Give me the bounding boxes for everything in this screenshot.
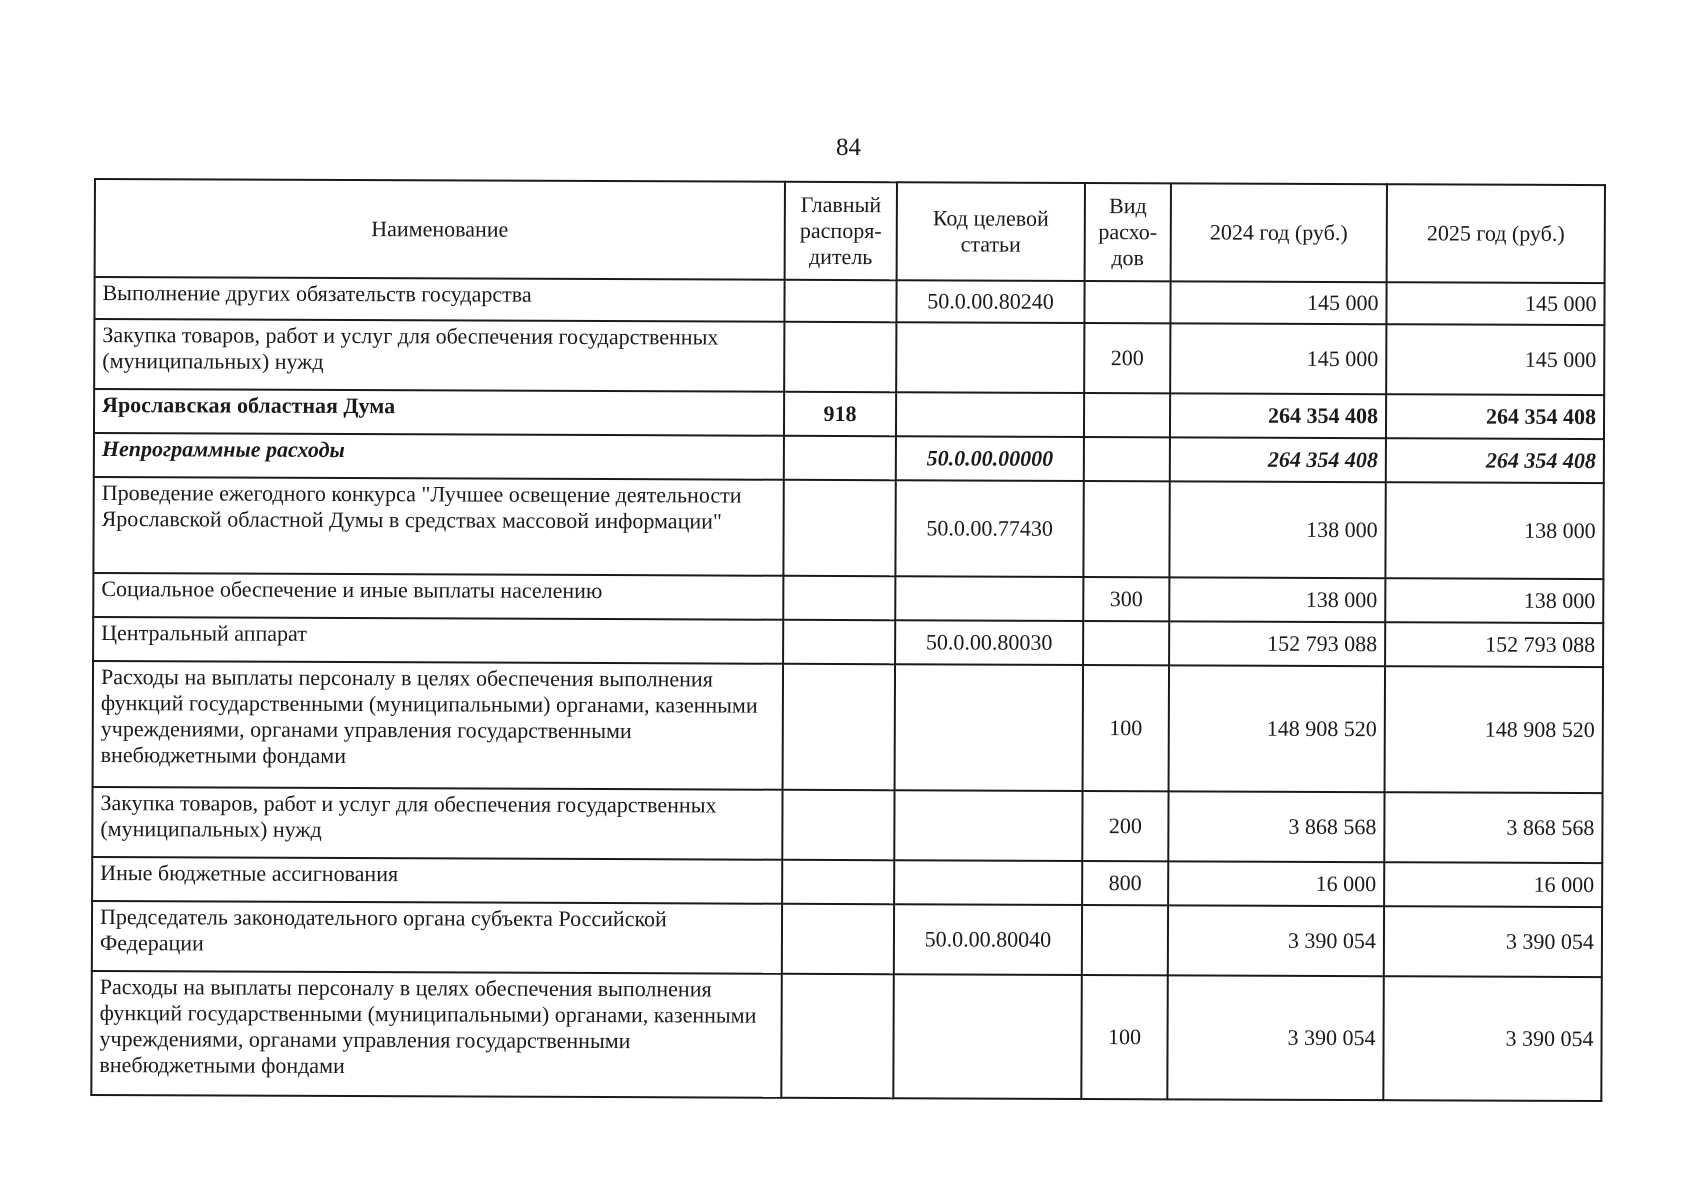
- header-name: Наименование: [95, 179, 785, 280]
- row-2024-cell: 16 000: [1168, 861, 1384, 906]
- row-vid-cell: [1083, 481, 1169, 577]
- row-2025-cell: 16 000: [1384, 862, 1602, 907]
- row-code-cell: 50.0.00.77430: [895, 480, 1083, 577]
- row-code-cell: [893, 974, 1081, 1099]
- table-row: [94, 389, 1604, 439]
- table-row: [93, 617, 1603, 667]
- row-glavny-cell: [781, 974, 893, 1098]
- row-2024-cell: 3 868 568: [1168, 791, 1384, 862]
- row-code-cell: 50.0.00.80240: [896, 280, 1084, 323]
- row-code-cell: [894, 790, 1082, 861]
- row-glavny-cell: [782, 904, 894, 974]
- row-code-cell: 50.0.00.80030: [895, 620, 1083, 665]
- row-name-cell: Ярославская областная Дума: [94, 389, 784, 436]
- row-code-cell: [894, 860, 1082, 905]
- header-glavny: Главный распоря-дитель: [785, 182, 897, 280]
- row-2024-cell: 3 390 054: [1168, 905, 1384, 976]
- row-2025-cell: 3 390 054: [1384, 906, 1602, 977]
- row-glavny-cell: [784, 436, 896, 480]
- row-2024-cell: 138 000: [1169, 481, 1385, 578]
- row-2025-cell: 3 390 054: [1383, 976, 1601, 1101]
- row-name-cell: Выполнение других обязательств государства: [94, 277, 784, 322]
- row-glavny-cell: 918: [784, 392, 896, 436]
- table-row: [93, 661, 1603, 793]
- row-code-cell: [895, 576, 1083, 621]
- row-code-cell: 50.0.00.00000: [896, 436, 1084, 481]
- row-glavny-cell: [783, 576, 895, 620]
- row-glavny-cell: [783, 480, 895, 576]
- row-vid-cell: 200: [1084, 323, 1170, 393]
- row-2024-cell: 264 354 408: [1170, 393, 1386, 438]
- row-2024-cell: 138 000: [1169, 577, 1385, 622]
- row-2025-cell: 145 000: [1386, 282, 1604, 325]
- row-2024-cell: 264 354 408: [1170, 437, 1386, 482]
- row-2025-cell: 3 868 568: [1384, 792, 1602, 863]
- table-row: [92, 857, 1602, 907]
- page-number: 84: [836, 134, 861, 161]
- row-code-cell: [895, 664, 1084, 791]
- header-vid: Вид расхо-дов: [1085, 183, 1171, 281]
- row-2025-cell: 148 908 520: [1385, 666, 1604, 793]
- header-2024: 2024 год (руб.): [1171, 183, 1387, 282]
- row-2024-cell: 148 908 520: [1169, 665, 1386, 792]
- row-2024-cell: 145 000: [1170, 323, 1386, 394]
- row-vid-cell: 200: [1082, 791, 1168, 861]
- row-vid-cell: [1084, 281, 1170, 323]
- row-vid-cell: [1084, 437, 1170, 481]
- table-row: [91, 971, 1601, 1101]
- row-2025-cell: 264 354 408: [1386, 438, 1604, 483]
- table-row: [94, 319, 1604, 395]
- row-glavny-cell: [783, 620, 895, 664]
- row-vid-cell: [1083, 621, 1169, 665]
- row-name-cell: Закупка товаров, работ и услуг для обеспечения государственных (муниципальных) нужд: [94, 319, 784, 392]
- row-name-cell: Закупка товаров, работ и услуг для обеспечения государственных (муниципальных) нужд: [92, 787, 782, 860]
- row-2025-cell: 264 354 408: [1386, 394, 1604, 439]
- row-name-cell: Иные бюджетные ассигнования: [92, 857, 782, 904]
- row-2025-cell: 145 000: [1386, 324, 1604, 395]
- row-glavny-cell: [783, 664, 896, 790]
- table-row: [93, 477, 1603, 579]
- header-row: [95, 179, 1605, 283]
- row-2025-cell: 138 000: [1385, 578, 1603, 623]
- header-kod: Код целевой статьи: [897, 182, 1085, 281]
- header-2025: 2025 год (руб.): [1387, 184, 1605, 283]
- table-row: [94, 277, 1604, 325]
- row-2024-cell: 152 793 088: [1169, 621, 1385, 666]
- row-glavny-cell: [782, 860, 894, 904]
- row-name-cell: Проведение ежегодного конкурса "Лучшее освещение деятельности Ярославской областной Думы в средствах массовой информации": [93, 477, 783, 576]
- row-name-cell: Расходы на выплаты персоналу в целях обеспечения выполнения функций государственными (муниципальными) органами, казенными учреждениями, органами управления государственными внебюджетными фондами: [91, 971, 781, 1098]
- table-row: [93, 573, 1603, 623]
- row-glavny-cell: [784, 322, 896, 392]
- row-glavny-cell: [784, 280, 896, 322]
- row-code-cell: [896, 392, 1084, 437]
- table-row: [94, 433, 1604, 483]
- row-name-cell: Непрограммные расходы: [94, 433, 784, 480]
- row-name-cell: Расходы на выплаты персоналу в целях обеспечения выполнения функций государственными (муниципальными) органами, казенными учреждениями, органами управления государственными внебюджетными фондами: [93, 661, 784, 790]
- row-vid-cell: 100: [1081, 975, 1167, 1099]
- row-2024-cell: 145 000: [1170, 281, 1386, 324]
- row-code-cell: [896, 322, 1084, 393]
- row-name-cell: Центральный аппарат: [93, 617, 783, 664]
- row-vid-cell: [1082, 905, 1168, 975]
- table-body: [91, 277, 1604, 1101]
- table-row: [92, 901, 1602, 977]
- row-name-cell: Социальное обеспечение и иные выплаты населению: [93, 573, 783, 620]
- row-name-cell: Председатель законодательного органа субъекта Российской Федерации: [92, 901, 782, 974]
- table-row: [92, 787, 1602, 863]
- row-vid-cell: 800: [1082, 861, 1168, 905]
- row-vid-cell: 100: [1083, 665, 1170, 791]
- row-vid-cell: [1084, 393, 1170, 437]
- row-2024-cell: 3 390 054: [1167, 975, 1383, 1100]
- row-code-cell: 50.0.00.80040: [894, 904, 1082, 975]
- row-glavny-cell: [782, 790, 894, 860]
- row-vid-cell: 300: [1083, 577, 1169, 621]
- row-2025-cell: 152 793 088: [1385, 622, 1603, 667]
- row-2025-cell: 138 000: [1385, 482, 1603, 579]
- budget-table: [90, 178, 1606, 1102]
